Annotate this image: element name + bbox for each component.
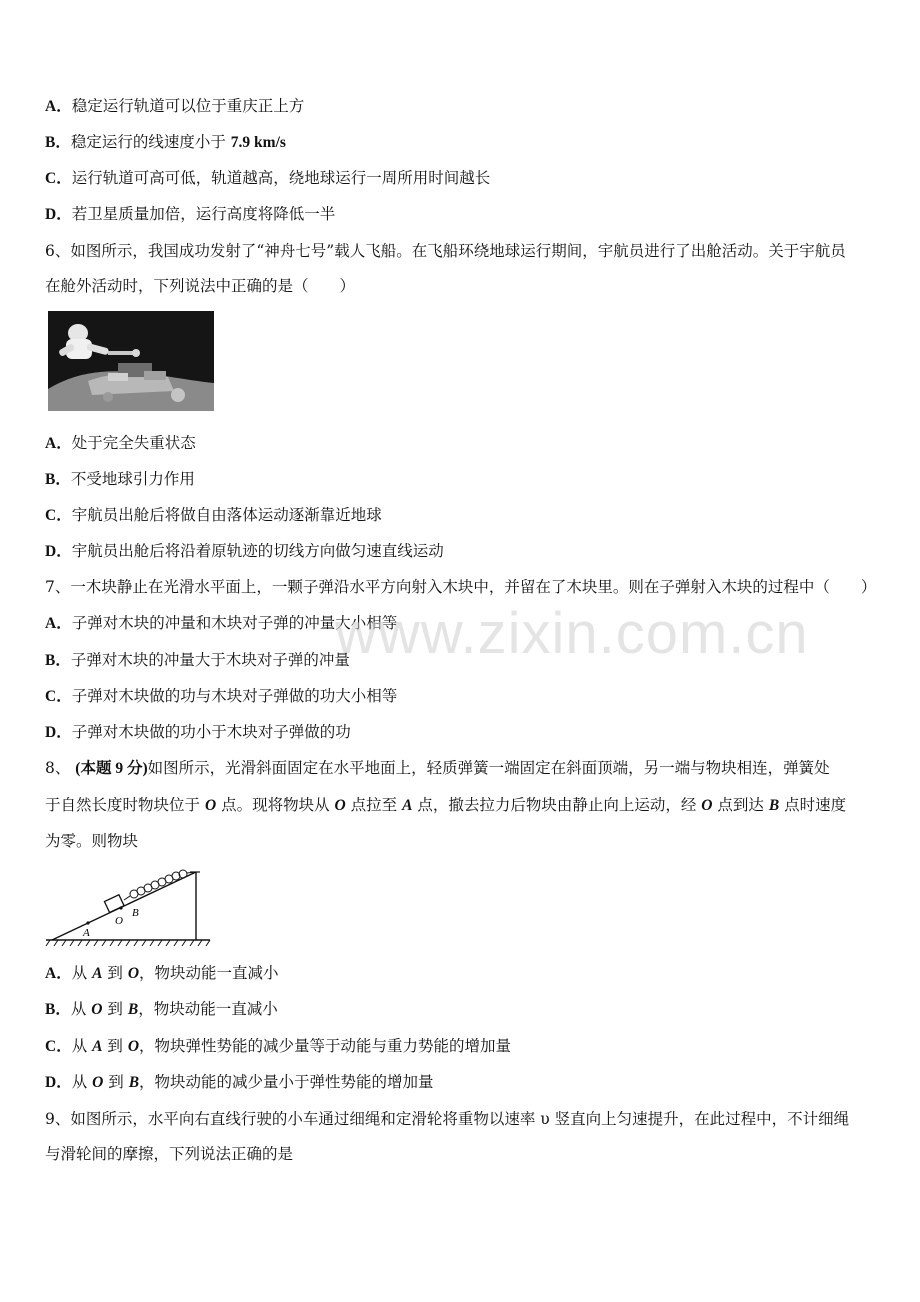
q7-option-d: D．子弹对木块做的功小于木块对子弹做的功 [45,723,351,741]
q8-stem-line2: 于自然长度时物块位于 O 点。现将物块从 O 点拉至 A 点，撤去拉力后物块由静止向上运动，经 O 点到达 B 点时速度 [45,796,847,814]
label-b: B [132,907,139,919]
q6-option-b: B．不受地球引力作用 [45,470,195,488]
q8-stem-line1: 8、 (本题 9 分)如图所示，光滑斜面固定在水平地面上，轻质弹簧一端固定在斜面顶端，另一端与物块相连，弹簧处 [45,759,830,777]
q7-stem: 7、一木块静止在光滑水平面上，一颗子弹沿水平方向射入木块中，并留在了木块里。则在子弹射入木块的过程中（ ） [45,578,877,596]
q5-option-a: A．稳定运行轨道可以位于重庆正上方 [45,97,305,115]
q6-option-a: A．处于完全失重状态 [45,434,196,452]
q9-stem-line1: 9、如图所示，水平向右直线行驶的小车通过细绳和定滑轮将重物以速率 υ 竖直向上匀速提升，在此过程中，不计细绳 [45,1110,850,1128]
label-o: O [115,915,123,927]
q8-option-d: D．从 O 到 B，物块动能的减少量小于弹性势能的增加量 [45,1073,434,1091]
q5-option-c: C．运行轨道可高可低，轨道越高，绕地球运行一周所用时间越长 [45,169,491,187]
q8-option-a: A．从 A 到 O，物块动能一直减小 [45,964,279,982]
q6-option-d: D．宇航员出舱后将沿着原轨迹的切线方向做匀速直线运动 [45,542,444,560]
q9-stem-line2: 与滑轮间的摩擦，下列说法正确的是 [45,1145,294,1163]
incline-spring-diagram [44,864,214,948]
q5-option-b: B．稳定运行的线速度小于 7.9 km/s [45,133,286,151]
q6-stem-line2: 在舱外活动时，下列说法中正确的是（ ） [45,277,356,295]
watermark: www.zixin.com.cn [335,601,809,666]
q7-option-a: A．子弹对木块的冲量和木块对子弹的冲量大小相等 [45,614,398,632]
q6-option-c: C．宇航员出舱后将做自由落体运动逐渐靠近地球 [45,506,382,524]
q8-option-c: C．从 A 到 O，物块弹性势能的减少量等于动能与重力势能的增加量 [45,1037,512,1055]
q8-stem-line3: 为零。则物块 [45,832,139,850]
q5-option-d: D．若卫星质量加倍，运行高度将降低一半 [45,205,336,223]
q7-option-b: B．子弹对木块的冲量大于木块对子弹的冲量 [45,651,350,669]
astronaut-photo [48,311,214,411]
label-a: A [83,927,90,939]
astronaut-photo-illustration [48,311,214,411]
q7-option-c: C．子弹对木块做的功与木块对子弹做的功大小相等 [45,687,398,705]
q6-stem-line1: 6、如图所示，我国成功发射了“神舟七号”载人飞船。在飞船环绕地球运行期间，宇航员进行了出舱活动。关于宇航员 [45,242,846,260]
q8-option-b: B．从 O 到 B，物块动能一直减小 [45,1000,278,1018]
